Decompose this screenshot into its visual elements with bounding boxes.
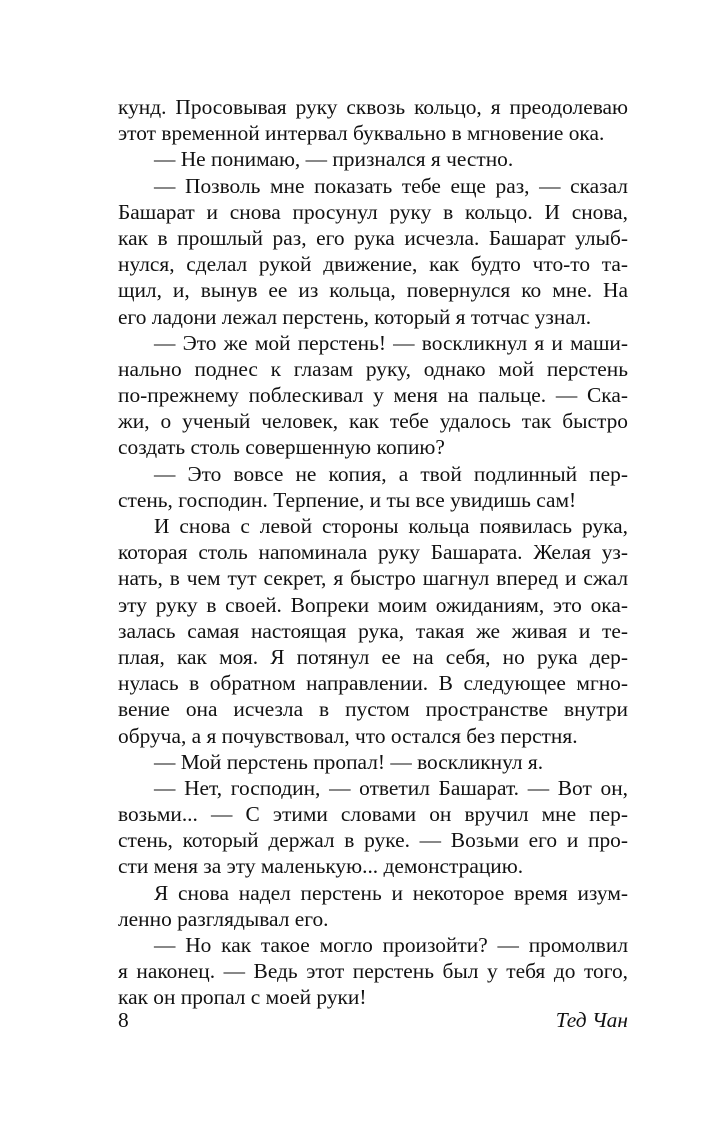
text-line: — Нет, господин, — ответил Башарат. — Вот он, — [154, 775, 628, 800]
text-line: щил, и, вынув ее из кольца, повернулся ко мне. На — [118, 278, 628, 303]
text-line: — Позволь мне показать тебе еще раз, — сказал — [154, 173, 628, 198]
text-line: эту руку в своей. Вопреки моим ожиданиям, это ока- — [118, 592, 628, 617]
text-line: которая столь напоминала руку Башарата. Желая уз- — [118, 540, 628, 565]
text-line: как он пропал с моей руки! — [118, 985, 367, 1010]
text-line: Башарат и снова просунул руку в кольцо. И снова, — [118, 199, 628, 224]
text-line: обруча, а я почувствовал, что остался без перстня. — [118, 723, 578, 748]
running-title: Тед Чан — [555, 1008, 628, 1032]
text-line: стень, господин. Терпение, и ты все увидишь сам! — [118, 487, 577, 512]
text-line: — Это же мой перстень! — воскликнул я и маши- — [154, 330, 628, 355]
text-line: Я снова надел перстень и некоторое время изум- — [154, 880, 628, 905]
text-line: сти меня за эту маленькую... демонстрацию. — [118, 854, 524, 879]
text-line: нать, в чем тут секрет, я быстро шагнул вперед и сжал — [118, 566, 628, 591]
page-body-text — [118, 94, 628, 1011]
text-line: нально поднес к глазам руку, однако мой перстень — [118, 356, 628, 381]
text-line: — Но как такое могло произойти? — промолвил — [154, 933, 628, 957]
text-line: вение она исчезла в пустом пространстве внутри — [118, 697, 628, 722]
text-line: стень, который держал в руке. — Возьми его и про- — [118, 828, 628, 853]
text-line: — Это вовсе не копия, а твой подлинный пер- — [154, 461, 628, 486]
text-line: — Мой перстень пропал! — воскликнул я. — [154, 749, 544, 774]
text-line: этот временной интервал буквально в мгновение ока. — [118, 121, 605, 146]
text-line: создать столь совершенную копию? — [118, 435, 445, 460]
text-line: нулся, сделал рукой движение, как будто что-то та- — [118, 252, 628, 277]
text-line: ленно разглядывал его. — [118, 906, 329, 931]
text-line: возьми... — С этими словами он вручил мне пер- — [118, 802, 628, 827]
text-line: жи, о ученый человек, как тебе удалось так быстро — [118, 409, 628, 434]
text-line: его ладони лежал перстень, который я тотчас узнал. — [118, 304, 592, 329]
page-number: 8 — [118, 1008, 129, 1032]
text-line: кунд. Просовывая руку сквозь кольцо, я преодолеваю — [118, 95, 628, 119]
text-line: залась самая настоящая рука, такая же живая и те- — [118, 618, 628, 643]
text-line: И снова с левой стороны кольца появилась рука, — [154, 514, 628, 538]
text-line: — Не понимаю, — признался я честно. — [154, 147, 514, 172]
text-line: по-прежнему поблескивал у меня на пальце. — Ска- — [118, 383, 628, 408]
text-line: нулась в обратном направлении. В следующее мгно- — [118, 671, 628, 696]
text-line: плая, как моя. Я потянул ее на себя, но рука дер- — [118, 644, 628, 669]
text-line: как в прошлый раз, его рука исчезла. Башарат улыб- — [118, 225, 628, 250]
page-footer — [118, 1005, 628, 1035]
text-line: я наконец. — Ведь этот перстень был у тебя до того, — [118, 959, 628, 984]
